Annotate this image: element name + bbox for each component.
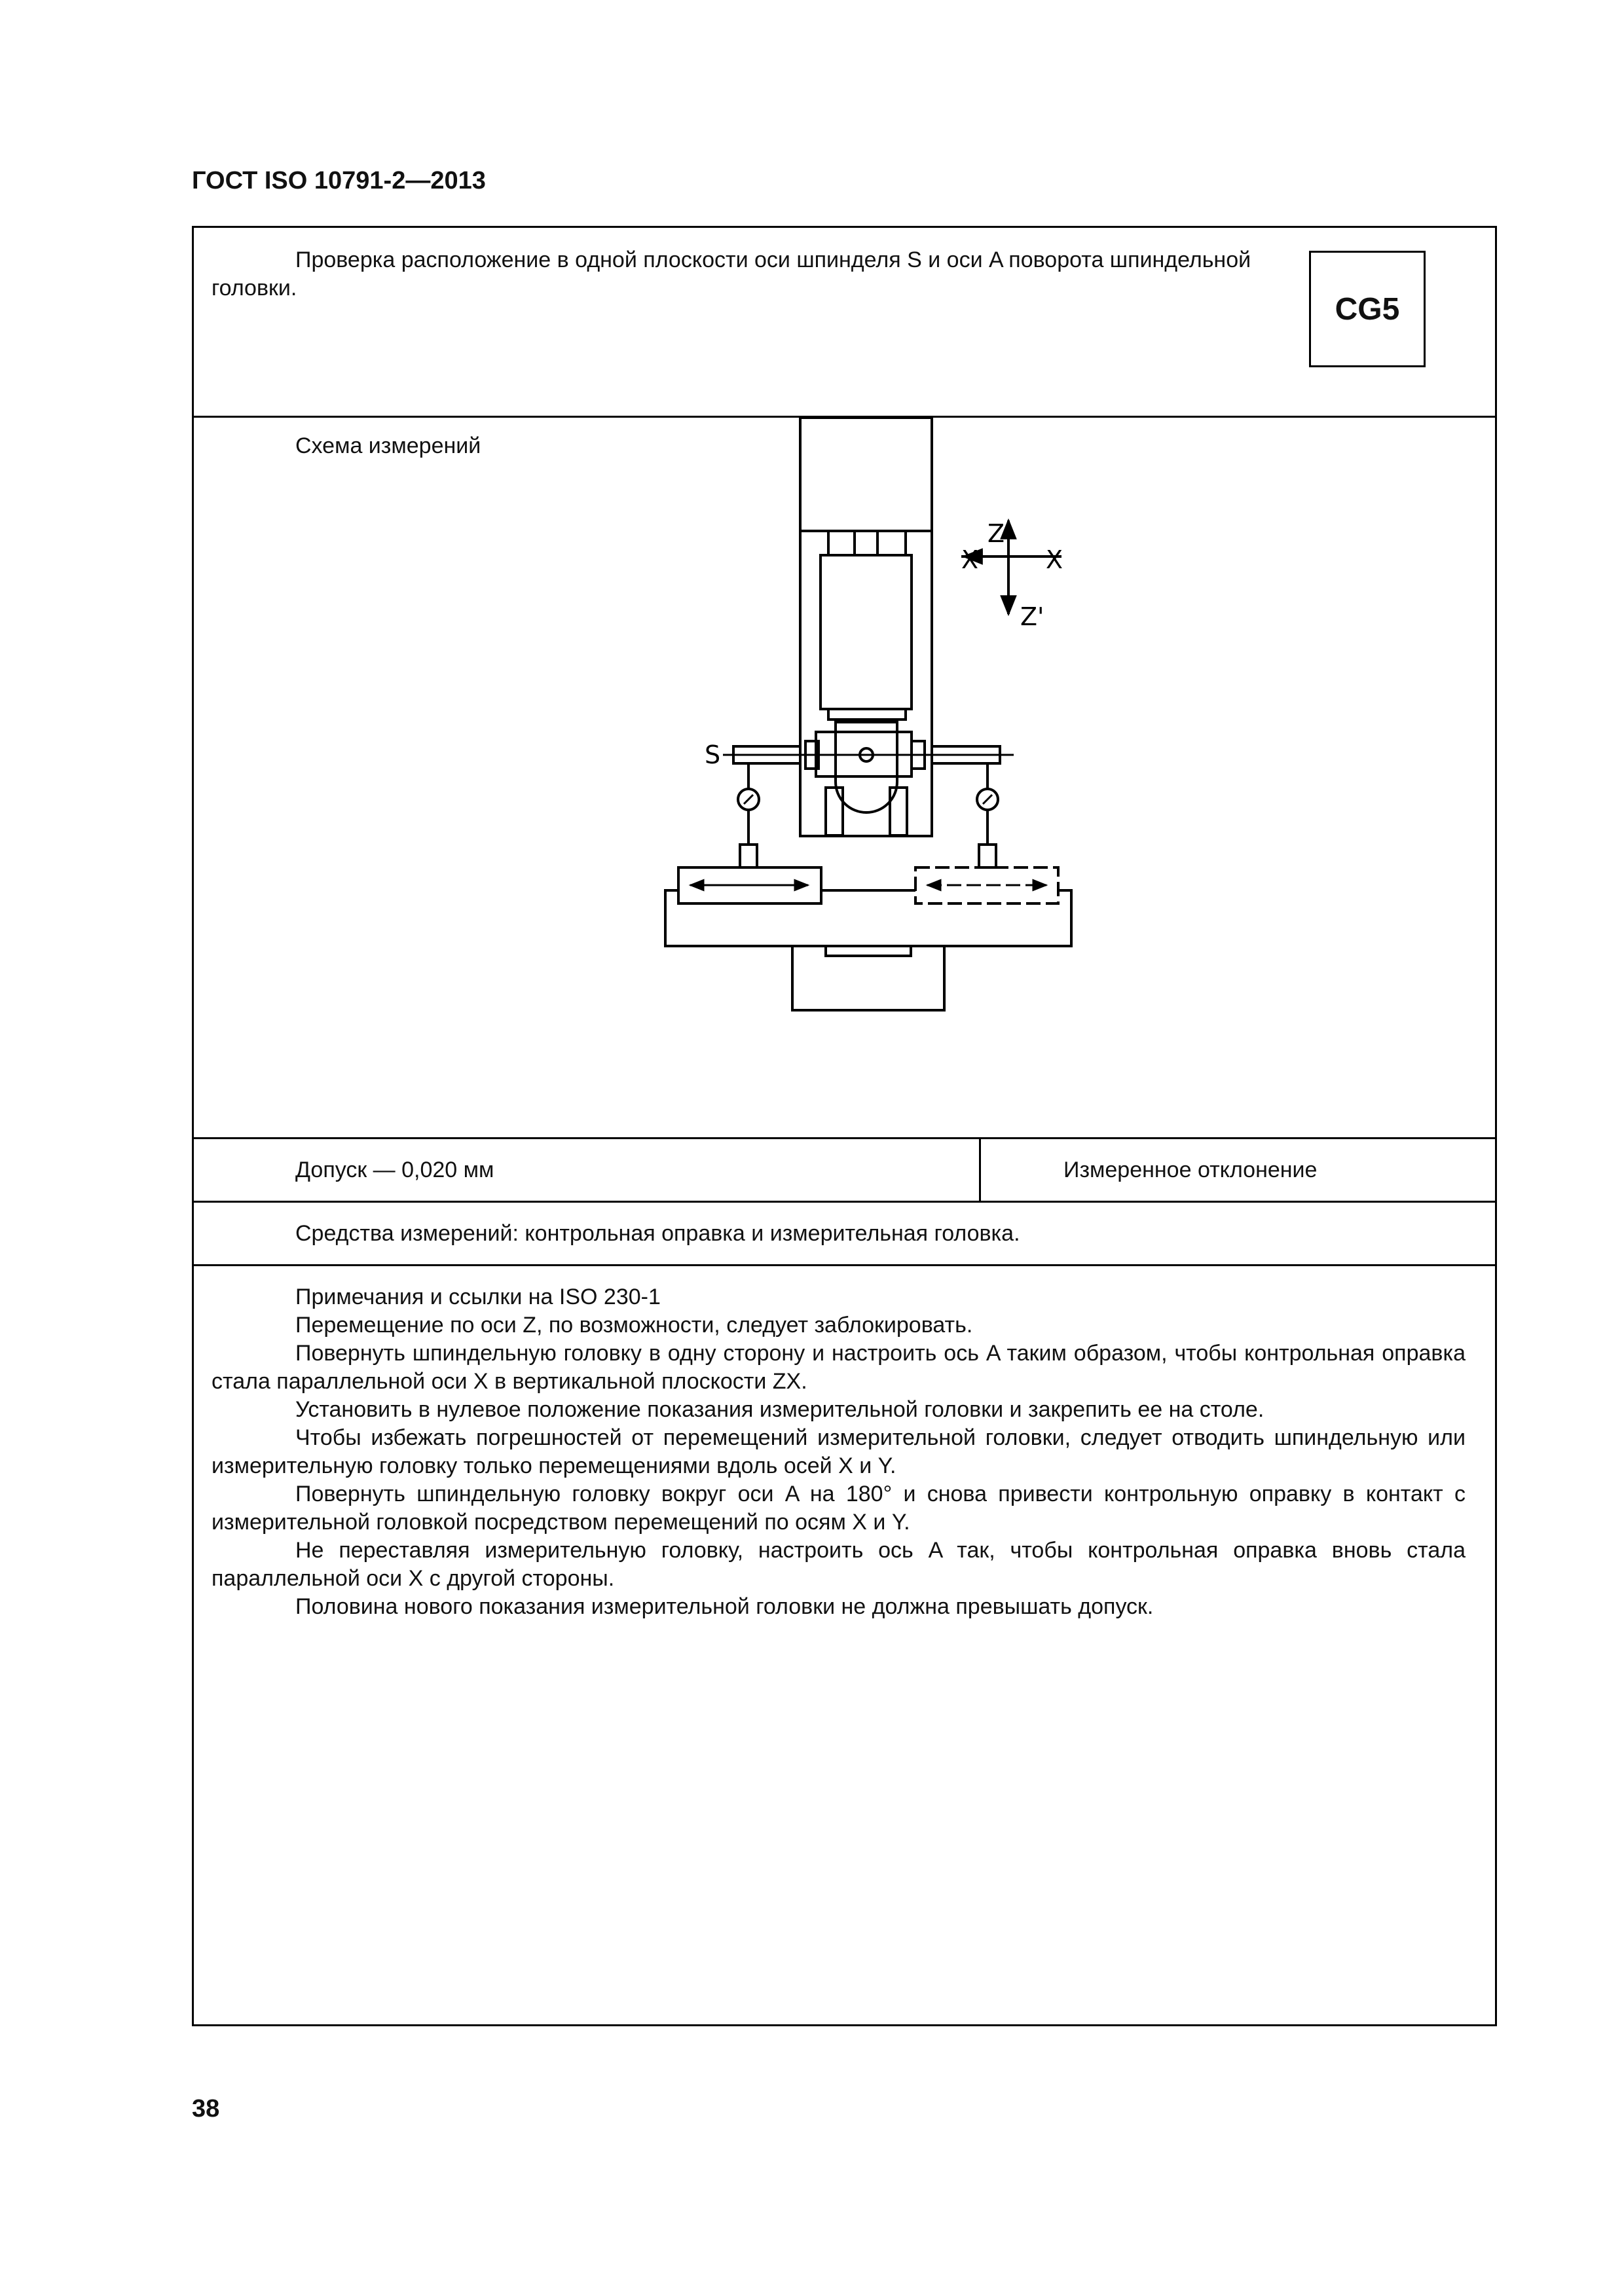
notes-paragraph: Повернуть шпиндельную головку в одну сторону и настроить ось A таким образом, чтобы контрольная оправка стала параллельной оси X в вертикальной плоскости ZX. bbox=[212, 1341, 1466, 1394]
measured-deviation-label: Измеренное отклонение bbox=[1063, 1157, 1318, 1182]
instruments-row bbox=[194, 1203, 1495, 1266]
notes-paragraph: Установить в нулевое положение показания измерительной головки и закрепить ее на столе. bbox=[295, 1397, 1264, 1422]
measurement-diagram bbox=[194, 418, 1495, 1137]
tolerance-label: Допуск — 0,020 мм bbox=[295, 1157, 494, 1182]
spindle-label: S bbox=[705, 740, 721, 769]
diagram-caption: Схема измерений bbox=[295, 433, 481, 458]
axis-label-x: X bbox=[1046, 545, 1063, 574]
standard-header: ГОСТ ISO 10791-2—2013 bbox=[192, 167, 486, 194]
dial-gauge-right bbox=[977, 763, 998, 867]
test-code: CG5 bbox=[1309, 251, 1426, 367]
axis-label-z: Z bbox=[987, 519, 1005, 548]
axis-label-x-neg: X' bbox=[961, 545, 986, 574]
tolerance-divider bbox=[979, 1139, 981, 1201]
machine-table bbox=[665, 890, 1071, 946]
spindle-head bbox=[836, 722, 897, 812]
spindle-motor bbox=[821, 555, 912, 709]
notes-paragraph: Перемещение по оси Z, по возможности, следует заблокировать. bbox=[295, 1313, 973, 1338]
test-sheet bbox=[192, 226, 1497, 2026]
notes-paragraph: Повернуть шпиндельную головку вокруг оси A на 180° и снова привести контрольную оправку в контакт с измерительной головкой посредством перемещений по осям X и Y. bbox=[212, 1482, 1466, 1535]
tolerance-row bbox=[194, 1139, 1495, 1203]
instruments-text: Средства измерений: контрольная оправка и измерительная головка. bbox=[295, 1221, 1020, 1246]
test-title-row bbox=[194, 228, 1495, 418]
diagram-row bbox=[194, 418, 1495, 1139]
notes-paragraph: Не переставляя измерительную головку, настроить ось A так, чтобы контрольная оправка вновь стала параллельной оси X с другой стороны. bbox=[212, 1538, 1466, 1591]
test-title: Проверка расположение в одной плоскости оси шпинделя S и оси A поворота шпиндельной головки. bbox=[212, 247, 1251, 301]
notes-row bbox=[194, 1266, 1495, 2024]
page-number: 38 bbox=[192, 2095, 220, 2123]
notes-block bbox=[212, 1283, 1466, 1621]
notes-paragraph: Чтобы избежать погрешностей от перемещений измерительной головки, следует отводить шпиндельную или измерительную головку только перемещениями вдоль осей X и Y. bbox=[212, 1425, 1466, 1478]
notes-heading: Примечания и ссылки на ISO 230-1 bbox=[295, 1285, 661, 1309]
dial-gauge-left bbox=[738, 763, 759, 867]
axis-label-z-neg: Z' bbox=[1020, 602, 1044, 631]
machine-base bbox=[792, 946, 944, 1010]
notes-paragraph: Половина нового показания измерительной головки не должна превышать допуск. bbox=[295, 1594, 1154, 1619]
